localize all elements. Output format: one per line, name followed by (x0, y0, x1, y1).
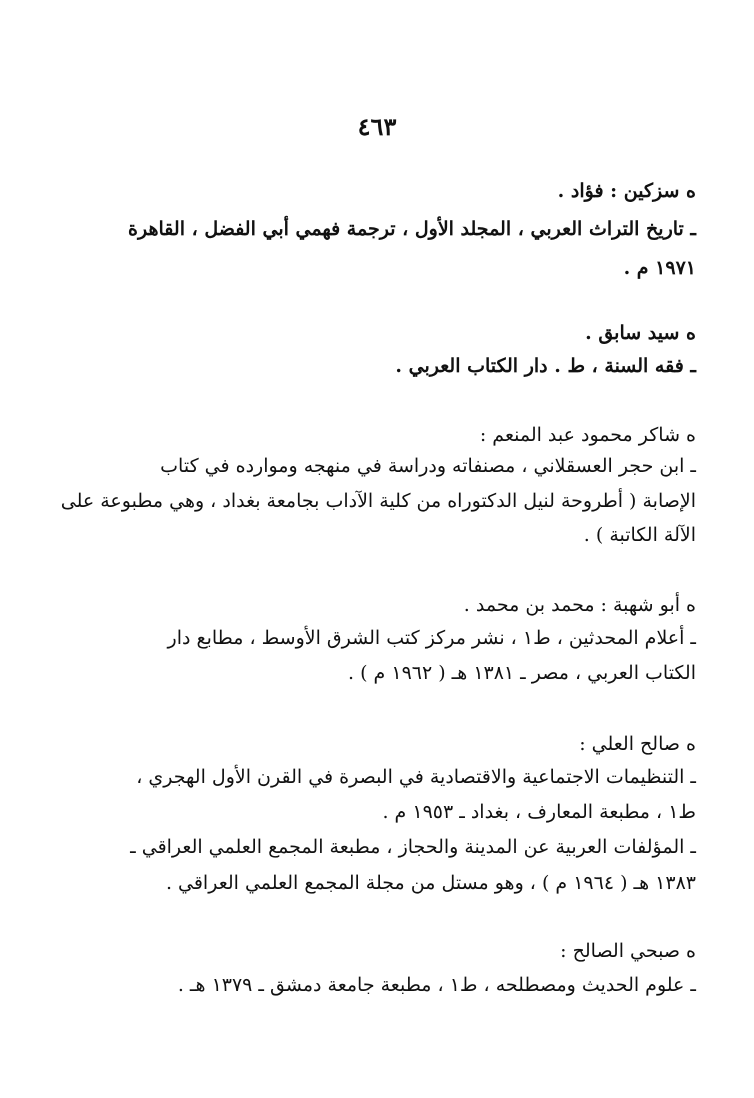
work-line: الآلة الكاتبة ) . (583, 524, 696, 546)
work-line: ١٩٧١ م . (623, 257, 696, 279)
page-number: ٤٦٣ (357, 112, 397, 141)
work-line: ط١ ، مطبعة المعارف ، بغداد ـ ١٩٥٣ م . (382, 801, 696, 823)
work-line: الكتاب العربي ، مصر ـ ١٣٨١ هـ ( ١٩٦٢ م ) . (348, 662, 696, 684)
work-line: ١٣٨٣ هـ ( ١٩٦٤ م ) ، وهو مستل من مجلة المجمع العلمي العراقي . (165, 872, 696, 894)
author-heading: ه صبحي الصالح : (560, 940, 696, 962)
author-heading: ه شاكر محمود عبد المنعم : (479, 424, 696, 446)
author-heading: ه صالح العلي : (579, 733, 696, 755)
work-line: ـ المؤلفات العربية عن المدينة والحجاز ، مطبعة المجمع العلمي العراقي ـ (130, 836, 696, 858)
author-heading: ه سيد سابق . (585, 322, 696, 344)
work-line: ـ علوم الحديث ومصطلحه ، ط١ ، مطبعة جامعة دمشق ـ ١٣٧٩ هـ . (177, 974, 696, 996)
work-line: الإصابة ( أطروحة لنيل الدكتوراه من كلية الآداب بجامعة بغداد ، وهي مطبوعة على (60, 490, 696, 512)
work-line: ـ أعلام المحدثين ، ط١ ، نشر مركز كتب الشرق الأوسط ، مطابع دار (167, 627, 696, 649)
work-line: ـ فقه السنة ، ط . دار الكتاب العربي . (395, 355, 696, 377)
work-line: ـ ابن حجر العسقلاني ، مصنفاته ودراسة في منهجه وموارده في كتاب (160, 455, 696, 477)
author-heading: ه أبو شهبة : محمد بن محمد . (463, 594, 696, 616)
work-line: ـ التنظيمات الاجتماعية والاقتصادية في البصرة في القرن الأول الهجري ، (136, 766, 696, 788)
author-heading: ه سزكين : فؤاد . (557, 180, 696, 202)
work-line: ـ تاريخ التراث العربي ، المجلد الأول ، ترجمة فهمي أبي الفضل ، القاهرة (128, 218, 696, 240)
